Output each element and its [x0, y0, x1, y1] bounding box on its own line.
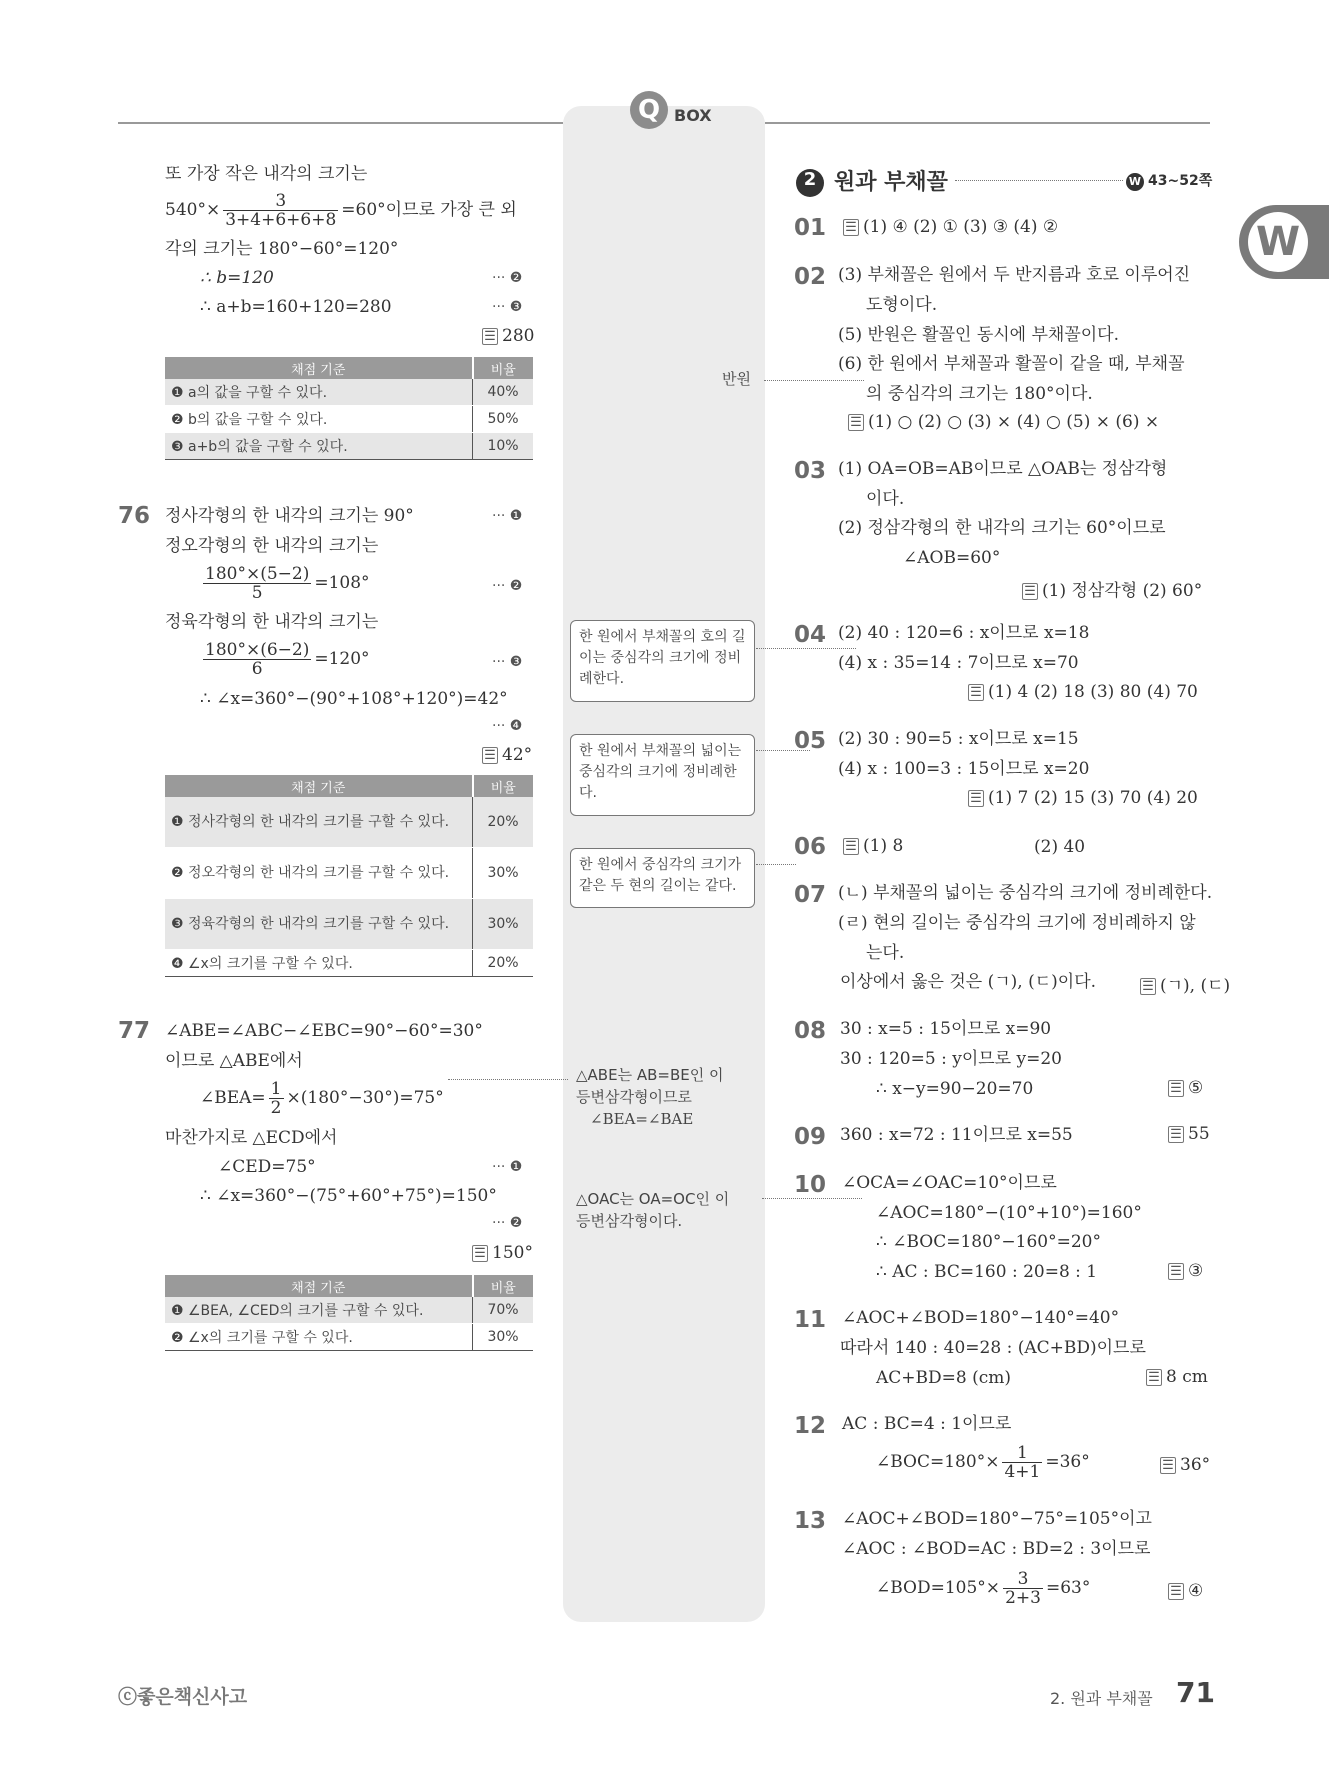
p13-line-1: ∠AOC+∠BOD=180°−75°=105°이고	[842, 1509, 1152, 1529]
table-cell: 50%	[473, 406, 534, 433]
p76-line-2: 정오각형의 한 내각의 크기는	[165, 536, 379, 556]
intro-l2-pre: 540°×	[165, 200, 221, 220]
frac-num: 180°×(6−2)	[205, 640, 310, 660]
table-header: 비율	[473, 357, 534, 379]
answer: ☰ 42°	[482, 745, 532, 765]
p76-l5-post: =120°	[314, 649, 370, 669]
fraction	[269, 1080, 284, 1117]
problem-number: 13	[794, 1508, 827, 1534]
workbook-ref-icon: W	[1126, 173, 1144, 191]
page-number: 71	[1176, 1676, 1215, 1709]
frac-den: 5	[251, 583, 263, 603]
problem-number: 05	[794, 728, 827, 754]
intro-line-1: 또 가장 작은 내각의 크기는	[165, 164, 368, 184]
p03-line-4: ∠AOB=60°	[903, 548, 1001, 568]
intro-line-2	[165, 192, 517, 229]
frac-den: 3+4+6+6+8	[225, 210, 337, 230]
answer: ☰ ⑤	[1168, 1078, 1203, 1098]
frac-num: 1	[1002, 1444, 1042, 1463]
table-cell: ❸ 정육각형의 한 내각의 크기를 구할 수 있다.	[165, 899, 473, 950]
answer: ☰ (1) 8	[843, 836, 903, 856]
top-rule-right	[765, 122, 1210, 124]
p77-line-2: 이므로 △ABE에서	[165, 1051, 303, 1071]
table-row	[165, 899, 533, 950]
frac-num: 3	[1003, 1570, 1043, 1589]
problem-number: 07	[794, 882, 827, 908]
table-cell: ❷ ∠x의 크기를 구할 수 있다.	[165, 1324, 473, 1351]
answer: ☰ 280	[482, 326, 534, 346]
note-line: △ABE는 AB=BE인 이	[576, 1066, 724, 1084]
table-row	[165, 433, 533, 460]
p13-line-3	[876, 1570, 1090, 1607]
leader-line	[762, 1198, 862, 1199]
p03-line-3: (2) 정삼각형의 한 내각의 크기는 60°이므로	[838, 518, 1166, 538]
note-isosceles-abe	[576, 1064, 723, 1130]
p02-line-3: (5) 반원은 활꼴인 동시에 부채꼴이다.	[838, 325, 1120, 345]
problem-number: 76	[118, 503, 151, 529]
p11-line-3: AC+BD=8 (cm)	[876, 1368, 1012, 1388]
table-cell: 20%	[473, 797, 534, 848]
p11-line-1: ∠AOC+∠BOD=180°−140°=40°	[842, 1308, 1120, 1328]
note-banwon: 반원	[722, 370, 751, 388]
table-row	[165, 379, 533, 406]
table-row	[165, 950, 533, 977]
p77-line-5: ∠CED=75°	[218, 1157, 316, 1177]
problem-number: 11	[794, 1307, 827, 1333]
note-line: △OAC는 OA=OC인 이	[576, 1190, 730, 1208]
top-rule-left	[118, 122, 563, 124]
step-marker: ··· ❸	[492, 299, 523, 315]
section-number-badge: 2	[796, 169, 824, 197]
frac-den: 2	[270, 1098, 282, 1118]
note-isosceles-oac	[576, 1188, 729, 1232]
section-heading	[796, 165, 948, 197]
table-header: 채점 기준	[165, 357, 473, 379]
table-cell: 30%	[473, 1324, 534, 1351]
frac-den: 6	[251, 659, 263, 679]
p77-l3-pre: ∠BEA=	[200, 1088, 266, 1108]
table-header: 채점 기준	[165, 775, 473, 797]
table-cell: ❹ ∠x의 크기를 구할 수 있다.	[165, 950, 473, 977]
step-marker: ··· ❹	[492, 718, 523, 734]
step-marker: ··· ❶	[492, 508, 523, 524]
publisher-logo: ⓒ좋은책신사고	[118, 1686, 248, 1708]
note-chord-length: 한 원에서 중심각의 크기가 같은 두 현의 길이는 같다.	[570, 848, 755, 908]
p76-l3-post: =108°	[314, 573, 370, 593]
leader-line	[756, 648, 856, 649]
page-range: 43~52쪽	[1148, 173, 1213, 189]
step-marker: ··· ❸	[492, 654, 523, 670]
step-marker: ··· ❷	[492, 1215, 523, 1231]
p04-line-2: (4) x : 35=14 : 7이므로 x=70	[838, 653, 1079, 673]
p77-line-3	[200, 1080, 444, 1117]
answer: ☰ (1) ○ (2) ○ (3) × (4) ○ (5) × (6) ×	[848, 412, 1159, 432]
grading-table-2	[165, 775, 533, 977]
step-marker: ··· ❶	[492, 1159, 523, 1175]
p10-line-1: ∠OCA=∠OAC=10°이므로	[842, 1173, 1057, 1193]
intro-line-3: 각의 크기는 180°−60°=120°	[165, 239, 399, 259]
answer: ☰ ④	[1168, 1581, 1203, 1601]
p76-line-5	[200, 641, 370, 678]
answer: ☰ 55	[1168, 1124, 1210, 1144]
note-line: 등변삼각형이다.	[576, 1212, 683, 1230]
p76-line-4: 정육각형의 한 내각의 크기는	[165, 612, 379, 632]
table-row	[165, 406, 533, 433]
p04-line-1: (2) 40 : 120=6 : x이므로 x=18	[838, 623, 1090, 643]
p02-line-5: 의 중심각의 크기는 180°이다.	[866, 384, 1093, 404]
section-title: 원과 부채꼴	[834, 170, 948, 195]
p76-line-6: ∴ ∠x=360°−(90°+108°+120°)=42°	[200, 689, 508, 709]
intro-line-5: ∴ a+b=160+120=280	[200, 297, 392, 317]
table-cell: ❶ 정사각형의 한 내각의 크기를 구할 수 있다.	[165, 797, 473, 848]
heading-leader	[955, 180, 1123, 181]
table-cell: 30%	[473, 848, 534, 899]
p13-line-2: ∠AOC : ∠BOD=AC : BD=2 : 3이므로	[842, 1539, 1151, 1559]
table-row	[165, 797, 533, 848]
answer: ☰ 8 cm	[1146, 1367, 1208, 1387]
p07-line-3: 는다.	[866, 943, 905, 963]
table-row	[165, 1324, 533, 1351]
table-cell: 10%	[473, 433, 534, 460]
chapter-label: 2. 원과 부채꼴	[1050, 1689, 1153, 1708]
fraction	[1002, 1444, 1042, 1481]
p07-line-4: 이상에서 옳은 것은 (ㄱ), (ㄷ)이다.	[840, 972, 1097, 992]
answer: ☰ (1) ④ (2) ① (3) ③ (4) ②	[843, 217, 1058, 237]
table-cell: 70%	[473, 1297, 534, 1324]
answer: ☰ 150°	[472, 1243, 533, 1263]
p12-line-1: AC : BC=4 : 1이므로	[842, 1414, 1012, 1434]
p77-l3-post: ×(180°−30°)=75°	[286, 1088, 444, 1108]
table-cell: ❶ ∠BEA, ∠CED의 크기를 구할 수 있다.	[165, 1297, 473, 1324]
step-marker: ··· ❷	[492, 270, 523, 286]
p11-line-2: 따라서 140 : 40=28 : (AC+BD)이므로	[840, 1338, 1146, 1358]
p10-line-4: ∴ AC : BC=160 : 20=8 : 1	[876, 1262, 1098, 1282]
p02-line-4: (6) 한 원에서 부채꼴과 활꼴이 같을 때, 부채꼴	[838, 354, 1185, 374]
p02-line-2: 도형이다.	[866, 295, 938, 315]
p76-line-3	[200, 565, 370, 602]
p05-line-1: (2) 30 : 90=5 : x이므로 x=15	[838, 729, 1079, 749]
intro-l2-post: =60°이므로 가장 큰 외	[341, 200, 517, 220]
problem-number: 02	[794, 264, 827, 290]
problem-number: 03	[794, 458, 827, 484]
grading-table-3	[165, 1275, 533, 1351]
table-header: 비율	[473, 1275, 534, 1297]
fraction	[1003, 1570, 1043, 1607]
p02-line-1: (3) 부채꼴은 원에서 두 반지름과 호로 이루어진	[838, 265, 1191, 285]
frac-num: 180°×(5−2)	[205, 564, 310, 584]
p08-line-1: 30 : x=5 : 15이므로 x=90	[840, 1019, 1052, 1039]
p05-line-2: (4) x : 100=3 : 15이므로 x=20	[838, 759, 1090, 779]
step-marker: ··· ❷	[492, 578, 523, 594]
p09-line-1: 360 : x=72 : 11이므로 x=55	[840, 1125, 1073, 1145]
frac-num: 1	[270, 1079, 282, 1099]
frac-den: 4+1	[1004, 1462, 1041, 1482]
problem-number: 10	[794, 1172, 827, 1198]
note-line: ∠BEA=∠BAE	[590, 1110, 694, 1128]
p07-line-2: (ㄹ) 현의 길이는 중심각의 크기에 정비례하지 않	[838, 913, 1196, 933]
p13-l3-post: =63°	[1045, 1578, 1091, 1598]
intro-line-4: ∴ b=120	[200, 268, 274, 288]
p77-line-6: ∴ ∠x=360°−(75°+60°+75°)=150°	[200, 1186, 497, 1206]
table-cell: ❷ 정오각형의 한 내각의 크기를 구할 수 있다.	[165, 848, 473, 899]
table-cell: 40%	[473, 379, 534, 406]
table-cell: ❷ b의 값을 구할 수 있다.	[165, 406, 473, 433]
leader-line	[448, 1079, 568, 1080]
problem-number: 09	[794, 1124, 827, 1150]
p10-line-2: ∠AOC=180°−(10°+10°)=160°	[876, 1203, 1142, 1223]
problem-number: 01	[794, 215, 827, 241]
table-cell: 30%	[473, 899, 534, 950]
answer: ☰ (ㄱ), (ㄷ)	[1140, 971, 1230, 996]
p12-l2-post: =36°	[1045, 1452, 1090, 1472]
note-arc-length: 한 원에서 부채꼴의 호의 길이는 중심각의 크기에 정비례한다.	[570, 620, 755, 702]
fraction	[203, 641, 311, 678]
note-line: 등변삼각형이므로	[576, 1088, 692, 1106]
answer: ☰ (1) 정삼각형 (2) 60°	[1022, 576, 1202, 601]
section-pages	[1126, 170, 1212, 191]
p10-line-3: ∴ ∠BOC=180°−160°=20°	[876, 1232, 1101, 1252]
answer: ☰ 36°	[1160, 1455, 1210, 1475]
p08-line-3: ∴ x−y=90−20=70	[876, 1079, 1034, 1099]
frac-den: 2+3	[1005, 1588, 1041, 1608]
leader-line	[756, 864, 796, 865]
fraction	[203, 565, 311, 602]
p07-line-1: (ㄴ) 부채꼴의 넓이는 중심각의 크기에 정비례한다.	[838, 883, 1213, 903]
p76-line-1: 정사각형의 한 내각의 크기는 90°	[165, 506, 414, 526]
table-header: 비율	[473, 775, 534, 797]
p13-l3-pre: ∠BOD=105°×	[876, 1578, 1001, 1598]
p03-line-1: (1) OA=OB=AB이므로 △OAB는 정삼각형	[838, 459, 1168, 479]
problem-number: 08	[794, 1018, 827, 1044]
p08-line-2: 30 : 120=5 : y이므로 y=20	[840, 1049, 1062, 1069]
grading-table-1	[165, 357, 533, 460]
answer: ☰ ③	[1168, 1261, 1203, 1281]
table-row	[165, 848, 533, 899]
table-cell: 20%	[473, 950, 534, 977]
qbox-logo-icon: Q	[630, 91, 668, 129]
p77-line-1: ∠ABE=∠ABC−∠EBC=90°−60°=30°	[165, 1021, 483, 1041]
leader-line	[764, 380, 864, 381]
answer-part: (2) 40	[1034, 837, 1086, 857]
intro-fraction	[223, 192, 338, 229]
table-cell: ❶ a의 값을 구할 수 있다.	[165, 379, 473, 406]
p03-line-2: 이다.	[866, 489, 905, 509]
note-sector-area: 한 원에서 부채꼴의 넓이는 중심각의 크기에 정비례한다.	[570, 734, 755, 816]
table-row	[165, 1297, 533, 1324]
answer: ☰ (1) 7 (2) 15 (3) 70 (4) 20	[968, 788, 1198, 808]
p12-line-2	[876, 1444, 1090, 1481]
problem-number: 12	[794, 1413, 827, 1439]
problem-number: 06	[794, 834, 827, 860]
answer: ☰ (1) 4 (2) 18 (3) 80 (4) 70	[968, 682, 1198, 702]
problem-number: 77	[118, 1018, 151, 1044]
p12-l2-pre: ∠BOC=180°×	[876, 1452, 1000, 1472]
table-cell: ❸ a+b의 값을 구할 수 있다.	[165, 433, 473, 460]
qbox-label: BOX	[674, 106, 712, 125]
problem-number: 04	[794, 622, 827, 648]
frac-num: 3	[223, 192, 338, 211]
table-header: 채점 기준	[165, 1275, 473, 1297]
p77-line-4: 마찬가지로 △ECD에서	[165, 1128, 338, 1148]
w-tab-icon: W	[1248, 212, 1308, 272]
